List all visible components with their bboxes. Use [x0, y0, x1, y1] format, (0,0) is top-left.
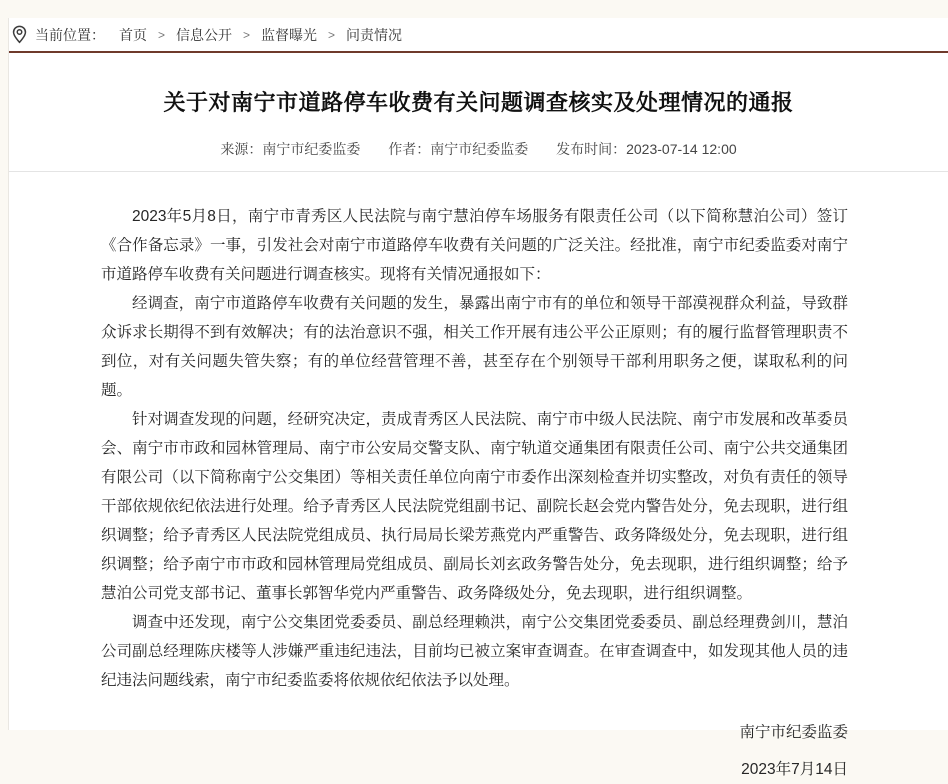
article-signature: [9, 695, 948, 784]
meta-author: 作者：南宁市纪委监委: [388, 141, 528, 157]
breadcrumb-label: 当前位置：: [35, 25, 105, 45]
location-pin-icon: [12, 25, 27, 44]
breadcrumb-item-info-disclosure[interactable]: 信息公开: [176, 25, 232, 45]
article-paragraph: 2023年5月8日，南宁市青秀区人民法院与南宁慧泊停车场服务有限责任公司（以下简称慧泊公司）签订《合作备忘录》一事，引发社会对南宁市道路停车收费有关问题的广泛关注。经批准，南宁市纪委监委对南宁市道路停车收费有关问题进行调查核实。现将有关情况通报如下：: [101, 202, 848, 289]
breadcrumb-item-home[interactable]: 首页: [119, 25, 147, 45]
signature-org: 南宁市纪委监委: [101, 718, 848, 747]
article-meta: [9, 139, 948, 159]
article-body: [9, 172, 948, 695]
breadcrumb-separator: >: [158, 28, 165, 42]
breadcrumb-separator: >: [328, 28, 335, 42]
meta-source: 来源：南宁市纪委监委: [220, 141, 360, 157]
breadcrumb-item-supervision-exposure[interactable]: 监督曝光: [261, 25, 317, 45]
breadcrumb-divider: [9, 51, 948, 53]
article-paragraph: 调查中还发现，南宁公交集团党委委员、副总经理赖洪，南宁公交集团党委委员、副总经理费剑川，慧泊公司副总经理陈庆楼等人涉嫌严重违纪违法，目前均已被立案审查调查。在审查调查中，如发现其他人员的违纪违法问题线索，南宁市纪委监委将依规依纪依法予以处理。: [101, 608, 848, 695]
article-page: [8, 18, 948, 730]
breadcrumb: [9, 18, 948, 51]
page-title: 关于对南宁市道路停车收费有关问题调查核实及处理情况的通报: [9, 86, 948, 117]
article-paragraph: 针对调查发现的问题，经研究决定，责成青秀区人民法院、南宁市中级人民法院、南宁市发展和改革委员会、南宁市市政和园林管理局、南宁市公安局交警支队、南宁轨道交通集团有限责任公司、南宁公共交通集团有限公司（以下简称南宁公交集团）等相关责任单位向南宁市委作出深刻检查并切实整改，对负有责任的领导干部依规依纪依法进行处理。给予青秀区人民法院党组副书记、副院长赵会党内警告处分，免去现职，进行组织调整；给予青秀区人民法院党组成员、执行局局长梁芳燕党内严重警告、政务降级处分，免去现职，进行组织调整；给予南宁市市政和园林管理局党组成员、副局长刘玄政务警告处分，免去现职，进行组织调整；给予慧泊公司党支部书记、董事长郭智华党内严重警告、政务降级处分，免去现职，进行组织调整。: [101, 405, 848, 608]
breadcrumb-separator: >: [243, 28, 250, 42]
breadcrumb-item-accountability[interactable]: 问责情况: [346, 25, 402, 45]
meta-publish-time: 发布时间：2023-07-14 12:00: [556, 141, 737, 157]
signature-date: 2023年7月14日: [101, 755, 848, 784]
article-paragraph: 经调查，南宁市道路停车收费有关问题的发生，暴露出南宁市有的单位和领导干部漠视群众利益，导致群众诉求长期得不到有效解决；有的法治意识不强，相关工作开展有违公平公正原则；有的履行监督管理职责不到位，对有关问题失管失察；有的单位经营管理不善，甚至存在个别领导干部利用职务之便，谋取私利的问题。: [101, 289, 848, 405]
